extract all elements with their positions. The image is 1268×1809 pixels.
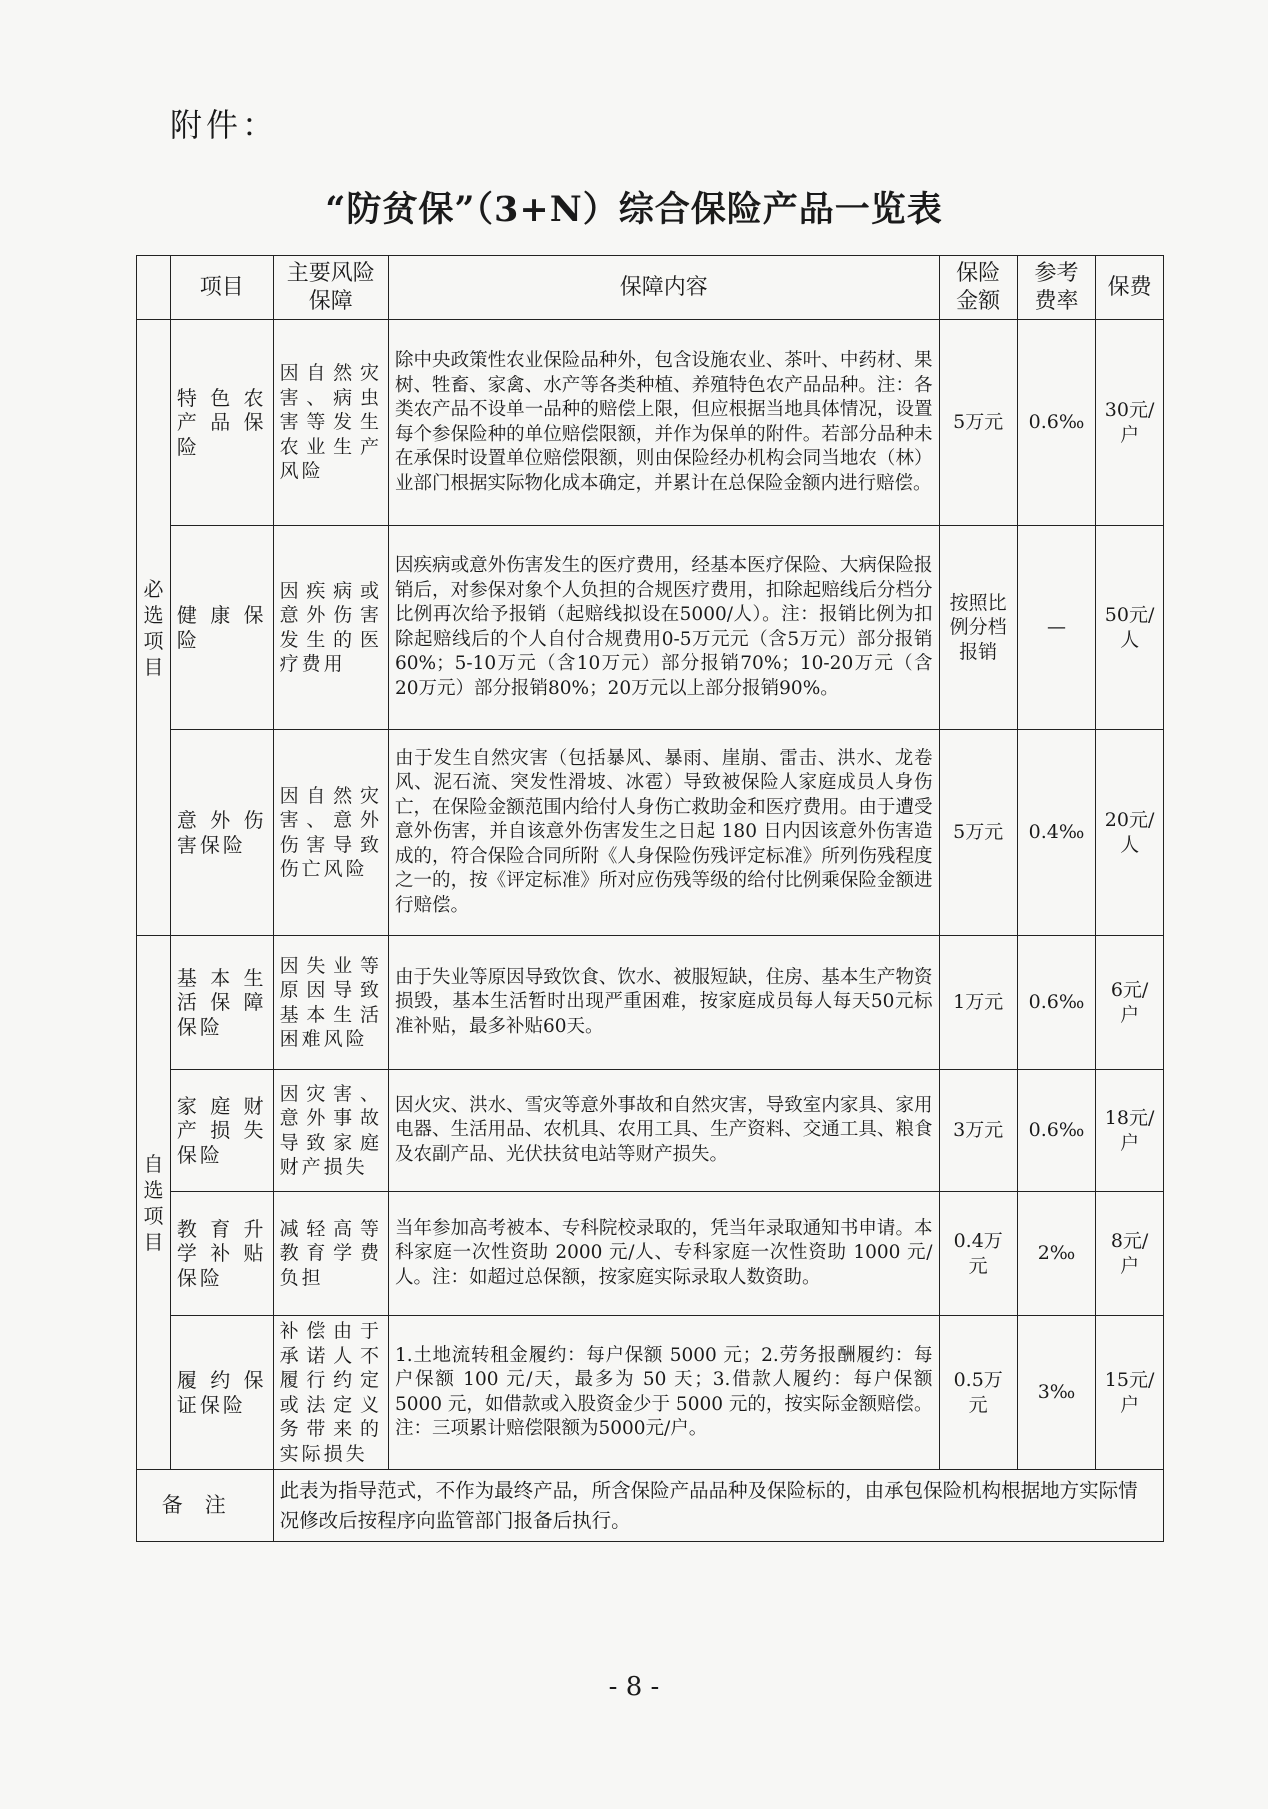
coverage-content: 由于发生自然灾害（包括暴风、暴雨、崖崩、雷击、洪水、龙卷风、泥石流、突发性滑坡、冰雹）导致被保险人家庭成员人身伤亡，在保险金额范围内给付人身伤亡救助金和医疗费用。由于遭受意外伤害，并自该意外伤害发生之日起 180 日内因该意外伤害造成的，符合保险合同所附《人身保险伤残评定标准》所列伤残程度之一的，按《评定标准》所对应伤残等级的给付比例乘保险金额进行赔偿。 [388, 730, 939, 936]
main-risk: 因灾害、意外事故导致家庭财产损失 [273, 1070, 388, 1192]
insured-amount: 5万元 [939, 730, 1017, 936]
insured-amount: 3万元 [939, 1070, 1017, 1192]
premium: 30元/户 [1096, 320, 1164, 526]
product-name: 家庭财产损失保险 [170, 1070, 273, 1192]
table-row [137, 526, 1164, 730]
page-number: - 8 - [608, 1672, 660, 1702]
reference-rate: 0.4‰ [1017, 730, 1095, 936]
reference-rate: 0.6‰ [1017, 320, 1095, 526]
main-risk: 因自然灾害、意外伤害导致伤亡风险 [273, 730, 388, 936]
premium: 18元/户 [1096, 1070, 1164, 1192]
insurance-product-table [136, 255, 1164, 1542]
coverage-content: 由于失业等原因导致饮食、饮水、被服短缺，住房、基本生产物资损毁，基本生活暂时出现严重困难，按家庭成员每人每天50元标准补贴，最多补贴60天。 [388, 936, 939, 1070]
product-name: 履约保证保险 [170, 1316, 273, 1470]
insured-amount: 按照比例分档报销 [939, 526, 1017, 730]
main-risk: 因自然灾害、病虫害等发生农业生产风险 [273, 320, 388, 526]
insured-amount: 5万元 [939, 320, 1017, 526]
reference-rate: 0.6‰ [1017, 1070, 1095, 1192]
header-content: 保障内容 [388, 256, 939, 320]
reference-rate: — [1017, 526, 1095, 730]
product-name: 健康保险 [170, 526, 273, 730]
table-row [137, 1316, 1164, 1470]
premium: 15元/户 [1096, 1316, 1164, 1470]
coverage-content: 当年参加高考被本、专科院校录取的，凭当年录取通知书申请。本科家庭一次性资助 2000 元/人、专科家庭一次性资助 1000 元/人。注：如超过总保额，按家庭实际录取人数资助。 [388, 1192, 939, 1316]
header-project: 项目 [170, 256, 273, 320]
category-required: 必选项目 [137, 320, 171, 936]
main-risk: 减轻高等教育学费负担 [273, 1192, 388, 1316]
product-name: 教育升学补贴保险 [170, 1192, 273, 1316]
remark-row [137, 1470, 1164, 1542]
insured-amount: 1万元 [939, 936, 1017, 1070]
premium: 8元/户 [1096, 1192, 1164, 1316]
product-name: 特色农产品保险 [170, 320, 273, 526]
premium: 50元/人 [1096, 526, 1164, 730]
header-premium: 保费 [1096, 256, 1164, 320]
remark-label: 备注 [137, 1470, 274, 1542]
coverage-content: 因疾病或意外伤害发生的医疗费用，经基本医疗保险、大病保险报销后，对参保对象个人负担的合规医疗费用，扣除起赔线后分档分比例再次给予报销（起赔线拟设在5000/人）。注：报销比例为扣除起赔线后的个人自付合规费用0-5万元元（含5万元）部分报销60%；5-10万元（含10万元）部分报销70%；10-20万元（含20万元）部分报销80%；20万元以上部分报销90%。 [388, 526, 939, 730]
coverage-content: 1.土地流转租金履约：每户保额 5000 元；2.劳务报酬履约：每户保额 100 元/天，最多为 50 天；3.借款人履约：每户保额 5000 元，如借款或入股资金少于 5000 元的，按实际金额赔偿。注：三项累计赔偿限额为5000元/户。 [388, 1316, 939, 1470]
remark-text: 此表为指导范式，不作为最终产品，所含保险产品品种及保险标的，由承包保险机构根据地方实际情况修改后按程序向监管部门报备后执行。 [273, 1470, 1163, 1542]
header-blank [137, 256, 171, 320]
premium: 20元/人 [1096, 730, 1164, 936]
table-header-row [137, 256, 1164, 320]
product-name: 基本生活保障保险 [170, 936, 273, 1070]
category-optional: 自选项目 [137, 936, 171, 1470]
table-row [137, 1192, 1164, 1316]
table-row [137, 936, 1164, 1070]
coverage-content: 因火灾、洪水、雪灾等意外事故和自然灾害，导致室内家具、家用电器、生活用品、农机具、农用工具、生产资料、交通工具、粮食及农副产品、光伏扶贫电站等财产损失。 [388, 1070, 939, 1192]
table-row [137, 320, 1164, 526]
reference-rate: 0.6‰ [1017, 936, 1095, 1070]
premium: 6元/户 [1096, 936, 1164, 1070]
main-risk: 因疾病或意外伤害发生的医疗费用 [273, 526, 388, 730]
document-title: “防贫保”（3+N）综合保险产品一览表 [325, 189, 943, 230]
insured-amount: 0.4万元 [939, 1192, 1017, 1316]
attachment-label: 附件： [170, 106, 279, 144]
product-name: 意外伤害保险 [170, 730, 273, 936]
main-risk: 补偿由于承诺人不履行约定或法定义务带来的实际损失 [273, 1316, 388, 1470]
insured-amount: 0.5万元 [939, 1316, 1017, 1470]
coverage-content: 除中央政策性农业保险品种外，包含设施农业、茶叶、中药材、果树、牲畜、家禽、水产等各类种植、养殖特色农产品品种。注：各类农产品不设单一品种的赔偿上限，但应根据当地具体情况，设置每个参保险种的单位赔偿限额，并作为保单的附件。若部分品种未在承保时设置单位赔偿限额，则由保险经办机构会同当地农（林）业部门根据实际物化成本确定，并累计在总保险金额内进行赔偿。 [388, 320, 939, 526]
header-rate: 参考费率 [1017, 256, 1095, 320]
table-row [137, 1070, 1164, 1192]
header-risk: 主要风险保障 [273, 256, 388, 320]
header-amount: 保险金额 [939, 256, 1017, 320]
main-risk: 因失业等原因导致基本生活困难风险 [273, 936, 388, 1070]
table-row [137, 730, 1164, 936]
reference-rate: 3‰ [1017, 1316, 1095, 1470]
reference-rate: 2‰ [1017, 1192, 1095, 1316]
